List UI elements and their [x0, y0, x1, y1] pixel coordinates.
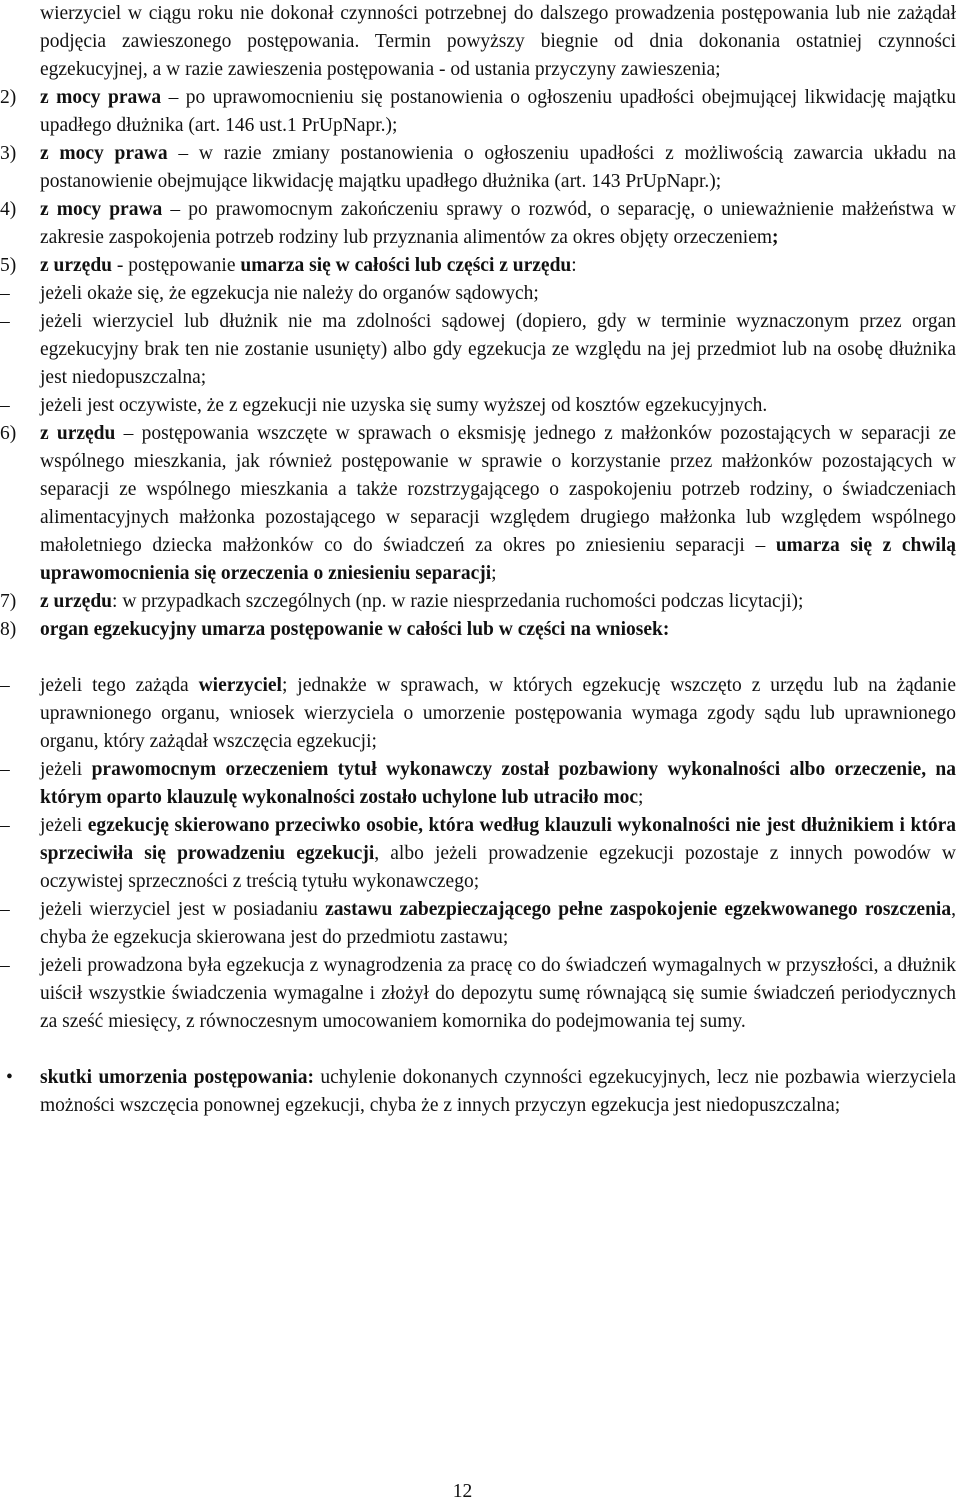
item-lead: z mocy prawa — [40, 143, 168, 164]
dash-marker: – — [0, 395, 10, 416]
item-emphasis: umarza się w całości lub części z urzędu — [240, 255, 572, 276]
dash-marker: – — [0, 311, 10, 332]
item-text: - postępowanie — [112, 255, 241, 276]
dash-marker: – — [0, 759, 10, 780]
item-number: 7) — [0, 591, 17, 612]
bullet-lead: skutki umorzenia postępowania: — [40, 1067, 314, 1088]
item-text: – po prawomocnym zakończeniu sprawy o rozwód, o separację, o unieważnienie małżeństwa w zakresie zaspokojenia potrzeb rodziny lub przyznania alimentów za okres objęty orzeczeniem — [40, 199, 956, 248]
item-number: 2) — [0, 87, 17, 108]
item-lead: z urzędu — [40, 255, 113, 276]
dash-text: jeżeli — [40, 759, 92, 780]
list-item-4 — [0, 196, 960, 252]
dash-item — [0, 308, 960, 392]
item-lead: organ egzekucyjny umarza postępowanie w całości lub w części na wniosek: — [40, 619, 670, 640]
dash-item — [0, 896, 960, 952]
item-lead: z mocy prawa — [40, 87, 162, 108]
list-item-8 — [0, 616, 960, 644]
intro-paragraph — [40, 0, 956, 84]
item-text: – w razie zmiany postanowienia o ogłoszeniu upadłości z możliwością zawarcia układu na postanowienie obejmujące likwidację majątku upadłego dłużnika (art. 143 PrUpNapr.); — [40, 143, 957, 192]
dash-marker: – — [0, 815, 10, 836]
dash-marker: – — [0, 899, 10, 920]
dash-emphasis: egzekucję skierowano przeciwko osobie, która według klauzuli wykonalności nie jest dłużnikiem i która sprzeciwiła się prowadzeniu egzekucji — [40, 815, 956, 864]
item-lead: z urzędu — [40, 423, 116, 444]
list-item-6 — [0, 420, 960, 588]
dash-item — [0, 672, 960, 756]
bullet-marker: • — [6, 1067, 13, 1088]
dash-item — [0, 280, 960, 308]
dash-text: jeżeli jest oczywiste, że z egzekucji nie uzyska się sumy wyższej od kosztów egzekucyjnych. — [40, 395, 768, 416]
list-item-7 — [0, 588, 960, 616]
dash-text-end: ; jednakże w sprawach, w których egzekucję wszczęto z urzędu lub na żądanie uprawnionego organu, wniosek wierzyciela o umorzenie postępowania wymaga zgody sądu lub uprawnionego organu, który zażądał wszczęcia egzekucji; — [40, 675, 956, 752]
dash-text: jeżeli prowadzona była egzekucja z wynagrodzenia za pracę co do świadczeń wymagalnych w przyszłości, a dłużnik uiścił wszystkie świadczenia wymagalne i złożył do depozytu sumę równającą się sumie świadczeń periodycznych za sześć miesięcy, z równoczesnym umocowaniem komornika do podejmowania tej sumy. — [40, 955, 956, 1032]
item-text-end: ; — [491, 563, 497, 584]
item-text: : w przypadkach szczególnych (np. w razie niesprzedania ruchomości podczas licytacji); — [112, 591, 804, 612]
dash-text: jeżeli tego zażąda — [40, 675, 199, 696]
list-item-5 — [0, 252, 960, 280]
dash-emphasis: prawomocnym orzeczeniem tytuł wykonawczy został pozbawiony wykonalności albo orzeczenie, na którym oparto klauzulę wykonalności zostało uchylone lub utraciło moc — [40, 759, 957, 808]
dash-emphasis: wierzyciel — [198, 675, 282, 696]
spacer — [0, 644, 960, 672]
dash-item — [0, 812, 960, 896]
item-lead: z mocy prawa — [40, 199, 163, 220]
dash-text-end: , albo jeżeli prowadzenie egzekucji pozostaje z innych powodów w oczywistej sprzeczności z treścią tytułu wykonawczego; — [40, 843, 956, 892]
dash-marker: – — [0, 675, 10, 696]
item-text-end: : — [571, 255, 577, 276]
list-item-2 — [0, 84, 960, 140]
item-text: – postępowania wszczęte w sprawach o eksmisję jednego z małżonków pozostających w separacji ze wspólnego mieszkania, jak również postępowanie w sprawie o korzystanie przez małżonków pozostających w separacji ze wspólnego mieszkania a także rozstrzygającego o zaspokojeniu potrzeb rodziny, o świadczeniach alimentacyjnych małżonka pozostającego w separacji względem drugiego małżonka lub względem wspólnego małoletniego dziecka małżonków co do świadczeń za okres po zniesieniu separacji – — [40, 423, 957, 556]
dash-text: jeżeli wierzyciel lub dłużnik nie ma zdolności sądowej (dopiero, gdy w terminie wyznaczonym przez organ egzekucyjny brak ten nie zostanie usunięty) albo gdy egzekucja ze względu na jej przedmiot lub na osobę dłużnika jest niedopuszczalna; — [40, 311, 956, 388]
item-lead: z urzędu — [40, 591, 113, 612]
dash-text: jeżeli okaże się, że egzekucja nie należy do organów sądowych; — [40, 283, 539, 304]
item-number: 3) — [0, 143, 17, 164]
spacer — [0, 1036, 960, 1064]
page-number: 12 — [452, 1481, 473, 1502]
dash-item — [0, 952, 960, 1036]
item-number: 5) — [0, 255, 17, 276]
dash-item — [0, 756, 960, 812]
item-end: ; — [772, 227, 779, 248]
dash-marker: – — [0, 283, 10, 304]
dash-emphasis: zastawu zabezpieczającego pełne zaspokojenie egzekwowanego roszczenia — [325, 899, 952, 920]
dash-text-end: , chyba że egzekucja skierowana jest do przedmiotu zastawu; — [40, 899, 956, 948]
dash-text: jeżeli wierzyciel jest w posiadaniu — [40, 899, 326, 920]
intro-text: wierzyciel w ciągu roku nie dokonał czynności potrzebnej do dalszego prowadzenia postępowania lub nie zażądał podjęcia zawieszonego postępowania. Termin powyższy biegnie od dnia dokonania ostatniej czynności egzekucyjnej, a w razie zawieszenia postępowania - od ustania przyczyny zawieszenia; — [40, 3, 956, 80]
item-number: 4) — [0, 199, 17, 220]
bullet-text: uchylenie dokonanych czynności egzekucyjnych, lecz nie pozbawia wierzyciela możności wszczęcia ponownej egzekucji, chyba że z innych przyczyn egzekucja jest niedopuszczalna; — [40, 1067, 956, 1116]
dash-item — [0, 392, 960, 420]
item-number: 6) — [0, 423, 17, 444]
bullet-item — [0, 1064, 960, 1120]
item-emphasis: umarza się z chwilą uprawomocnienia się orzeczenia o zniesieniu separacji — [40, 535, 957, 584]
item-number: 8) — [0, 619, 17, 640]
item-text: – po uprawomocnieniu się postanowienia o ogłoszeniu upadłości obejmującej likwidację majątku upadłego dłużnika (art. 146 ust.1 PrUpNapr.); — [40, 87, 956, 136]
dash-text-end: ; — [638, 787, 644, 808]
list-item-3 — [0, 140, 960, 196]
dash-marker: – — [0, 955, 10, 976]
dash-text: jeżeli — [40, 815, 88, 836]
